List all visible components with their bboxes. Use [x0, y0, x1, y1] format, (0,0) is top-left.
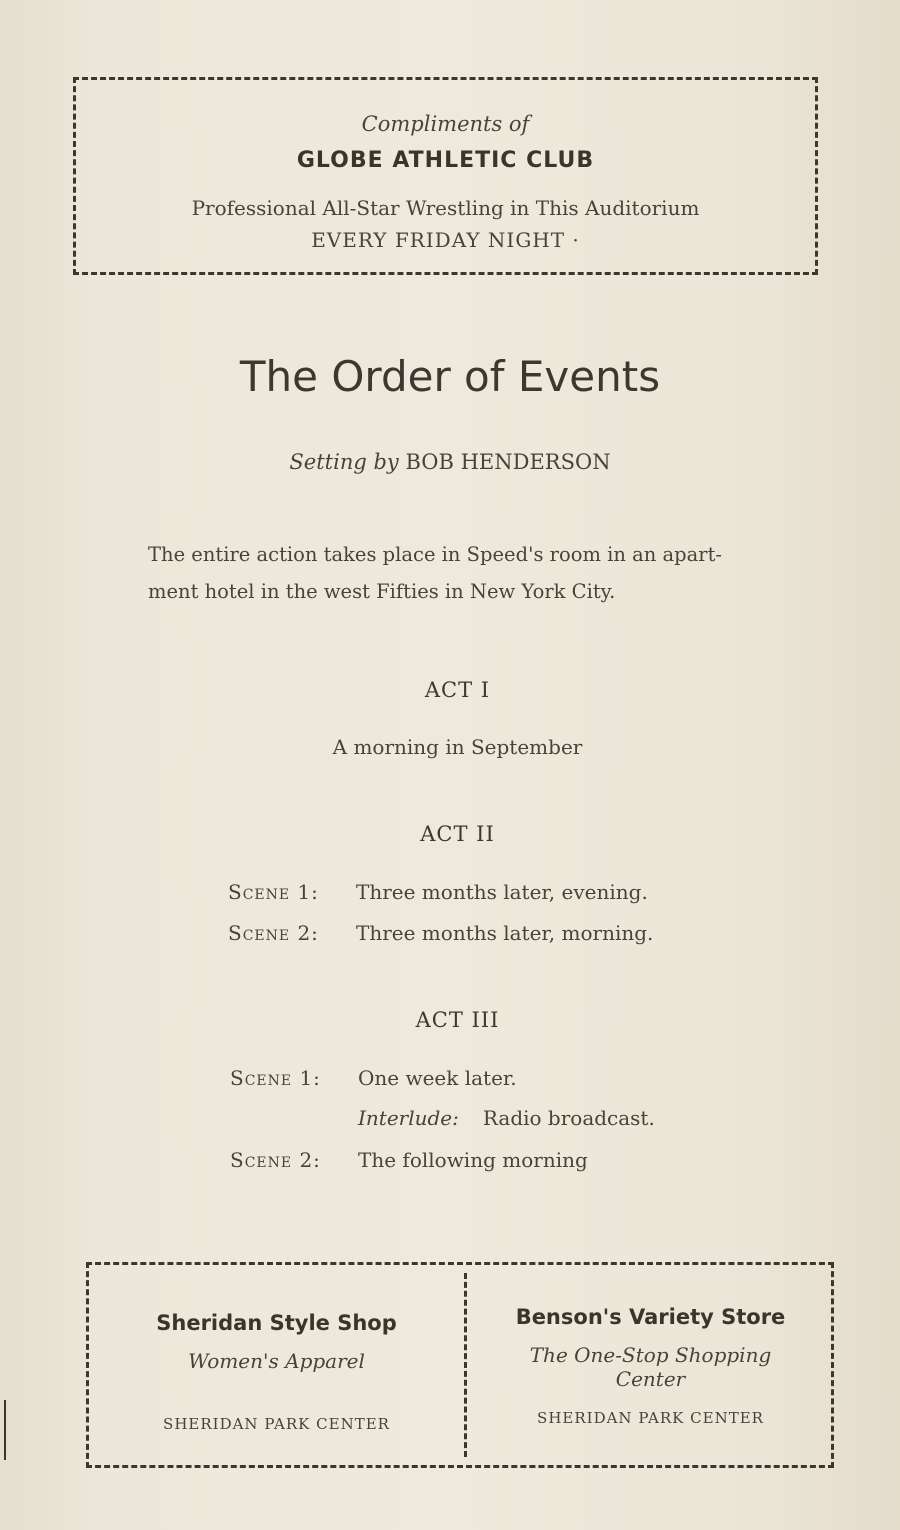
ad-name: Benson's Variety Store — [515, 1305, 786, 1329]
ad-tagline-continued: Center — [615, 1367, 686, 1391]
act-2-scene-1 — [228, 880, 648, 904]
scene-text: Three months later, evening. — [356, 880, 648, 904]
globe-athletic-club-ad — [73, 77, 818, 275]
ad-description: Professional All-Star Wrestling in This Auditorium — [191, 196, 700, 220]
scene-label: Scene 2: — [230, 1148, 321, 1172]
scene-text: One week later. — [358, 1066, 517, 1090]
edge-mark — [4, 1400, 6, 1460]
ad-tagline: Women's Apparel — [188, 1349, 365, 1373]
bottom-ads-box — [86, 1262, 834, 1468]
act-3-heading: ACT III — [415, 1008, 500, 1032]
act-3-scene-1 — [230, 1066, 517, 1090]
page-title: The Order of Events — [239, 352, 661, 401]
scene-label: Scene 1: — [228, 880, 319, 904]
setting-prefix: Setting by — [289, 450, 399, 474]
interlude-text: Radio broadcast. — [482, 1106, 655, 1130]
ad-name: Sheridan Style Shop — [156, 1311, 397, 1335]
interlude-label: Interlude: — [358, 1106, 459, 1130]
act-2-heading: ACT II — [420, 822, 495, 846]
setting-description: The entire action takes place in Speed's room in an apart-ment hotel in the west Fifties in New York City. — [148, 543, 722, 603]
setting-designer: BOB HENDERSON — [405, 450, 611, 474]
ad-address: SHERIDAN PARK CENTER — [163, 1415, 390, 1433]
act-3-interlude — [358, 1106, 655, 1130]
act-3-scene-2 — [230, 1148, 588, 1172]
setting-credit — [0, 450, 900, 474]
ad-schedule: EVERY FRIDAY NIGHT · — [311, 228, 580, 252]
act-1-description: A morning in September — [332, 735, 583, 759]
scene-label: Scene 2: — [228, 921, 319, 945]
act-1-heading: ACT I — [424, 678, 491, 702]
ad-compliments: Compliments of — [361, 112, 530, 136]
ad-tagline: The One-Stop Shopping — [529, 1343, 772, 1367]
ad-address: SHERIDAN PARK CENTER — [537, 1409, 764, 1427]
scene-text: Three months later, morning. — [356, 921, 654, 945]
bensons-variety-store-ad — [467, 1265, 834, 1465]
ad-club-name: GLOBE ATHLETIC CLUB — [296, 148, 595, 173]
act-2-scene-2 — [228, 921, 653, 945]
sheridan-style-shop-ad — [89, 1265, 464, 1465]
scene-text: The following morning — [358, 1148, 588, 1172]
scene-label: Scene 1: — [230, 1066, 321, 1090]
